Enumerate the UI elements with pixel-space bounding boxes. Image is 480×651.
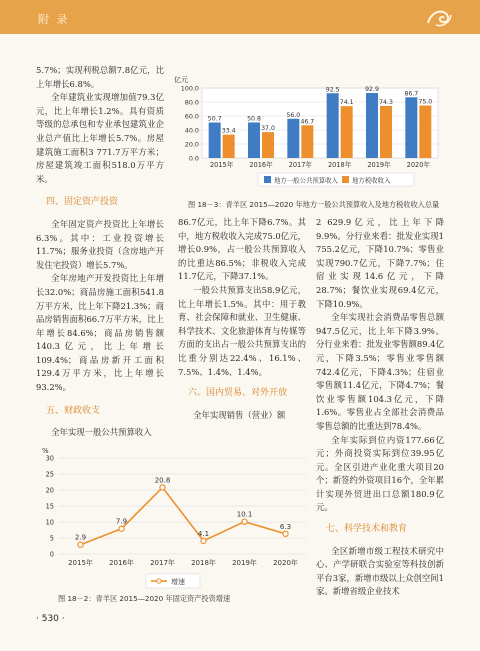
x-tick-label: 2016年	[249, 161, 273, 169]
x-tick-label: 2018年	[191, 559, 216, 567]
bar	[366, 93, 378, 158]
data-label: 75.0	[418, 98, 433, 106]
x-tick-label: 2017年	[288, 161, 313, 169]
column-1-text	[36, 64, 164, 440]
bar	[248, 122, 260, 158]
bar	[405, 97, 417, 158]
paragraph: 全年实际到位内资177.66亿元；外商投资实际到位39.95亿元。全区引进产业化重大项目20个；新签约外资项目16个，全年累计实现外贸进出口总额180.9亿元。	[316, 434, 444, 513]
y-tick-label: 25	[45, 470, 54, 479]
series-line	[81, 487, 286, 544]
legend-label: 地方一般公共预算收入	[274, 176, 338, 185]
x-tick-label: 2015年	[209, 161, 234, 169]
bar	[287, 119, 299, 158]
paragraph: 5.7%；实现利税总额7.8亿元，比上年增长6.8%。	[36, 65, 164, 89]
column-2-text	[178, 216, 306, 422]
paragraph: 86.7亿元，比上年下降6.7%。其中，地方税收收入完成75.0亿元，增长0.9%，占一般公共预算收入的比重达86.5%；非税收入完成11.7亿元，下降37.1%。	[178, 217, 306, 282]
data-label: 50.8	[247, 115, 261, 123]
x-tick-label: 2020年	[273, 559, 298, 567]
paragraph: 全年实现一般公共预算收入	[51, 427, 152, 438]
bar	[262, 132, 274, 158]
data-label: 74.3	[379, 98, 393, 106]
decorative-swirl-icon	[424, 5, 454, 29]
section-heading-7: 七、科学技术和教育	[326, 524, 408, 535]
data-label: 33.4	[221, 127, 236, 135]
legend-swatch	[342, 176, 349, 183]
x-tick-label: 2016年	[109, 559, 134, 567]
fiscal-revenue-bar-chart	[172, 72, 444, 198]
y-tick-label: 20	[45, 486, 54, 495]
page-number: · 530 ·	[36, 614, 65, 624]
data-point	[283, 531, 288, 536]
data-point	[119, 526, 124, 531]
bar	[301, 125, 313, 158]
y-tick-label: 80.0	[184, 98, 199, 107]
data-label: 50.7	[207, 115, 222, 123]
data-label: 6.3	[279, 522, 292, 531]
bar	[223, 135, 235, 158]
figure-caption: 图 18－2：青羊区 2015—2020 年固定资产投资增速	[58, 594, 231, 603]
x-tick-label: 2020年	[406, 161, 431, 169]
data-point	[242, 519, 247, 524]
data-point	[160, 485, 165, 490]
section-tag: 附 录	[38, 13, 70, 26]
legend-label: 增速	[171, 578, 185, 586]
y-tick-label: 20.0	[184, 140, 199, 149]
data-point	[78, 542, 83, 547]
y-tick-label: 0.0	[188, 154, 199, 163]
section-heading-5: 五、财政收支	[46, 405, 101, 416]
bar	[327, 93, 339, 158]
data-label: 37.0	[261, 125, 275, 133]
data-label: 2.9	[74, 533, 87, 542]
legend-marker	[157, 579, 161, 583]
data-label: 10.1	[236, 510, 253, 519]
data-point	[201, 538, 206, 543]
data-label: 56.0	[286, 111, 301, 119]
section-heading-4: 四、固定资产投资	[46, 197, 119, 208]
plot-area	[202, 85, 438, 158]
y-tick-label: 100.0	[180, 84, 199, 93]
bar	[419, 106, 431, 159]
y-tick-label: 5	[49, 534, 54, 543]
data-label: 7.9	[115, 517, 128, 526]
data-label: 46.7	[300, 118, 315, 126]
legend-swatch	[264, 176, 271, 183]
paragraph: 全年建筑业实现增加值79.3亿元，比上年增长1.2%。具有资质等级的总承包和专业承包建筑业企业总产值比上年增长5.7%。房屋建筑施工面积3 771.7万平方米；房屋建筑竣工面积518.0万平方米。	[36, 92, 164, 184]
y-axis-label: 亿元	[174, 76, 188, 84]
legend-label: 地方税收收入	[352, 176, 391, 185]
paragraph: 全年固定资产投资比上年增长6.3%。其中：工业投资增长11.7%；服务业投资（含房地产开发住宅投资）增长5.7%。	[36, 218, 164, 270]
paragraph: 全年实现社会消费品零售总额947.5亿元，比上年下降3.9%。分行业来看：批发业零售额89.4亿元，下降3.5%；零售业零售额742.4亿元，下降4.3%；住宿业零售额11.4亿元，下降4.7%；餐饮业零售额104.3亿元，下降1.6%。零售业占全部社会消费品零售总额的比重达到78.4%。	[316, 312, 444, 431]
data-label: 20.8	[154, 476, 171, 485]
data-label: 4.1	[197, 529, 210, 538]
y-tick-label: 10	[45, 518, 54, 527]
section-heading-6: 六、国内贸易、对外开放	[188, 388, 288, 399]
paragraph: 全区新增市级工程技术研究中心、产学研联合实验室等科技创新平台3家，新增市级以上众创空间1家。新增省级企业技术	[316, 545, 444, 597]
y-tick-label: 40.0	[184, 126, 199, 135]
x-tick-label: 2019年	[367, 161, 391, 169]
y-axis-label: %	[42, 447, 49, 455]
y-tick-label: 30	[45, 454, 54, 463]
paragraph: 2 629.9亿元，比上年下降9.9%。分行业来看：批发业实现1 755.2亿元，下降10.7%；零售业实现790.7亿元，下降7.7%；住宿业实现14.6亿元，下降28.7%；餐饮业实现69.4亿元，下降10.9%。	[316, 217, 444, 309]
x-tick-label: 2018年	[327, 161, 352, 169]
column-3-text	[316, 216, 444, 599]
data-label: 74.1	[339, 99, 354, 107]
y-tick-label: 0	[49, 550, 54, 559]
paragraph: 全年房地产开发投资比上年增长32.0%；商品房施工面积541.8万平方米，比上年下降21.3%；商品房销售面积66.7万平方米，比上年增长84.6%；商品房销售额140.3亿元，比上年增长109.4%；商品房新开工面积129.4万平方米，比上年增长93.2%。	[36, 273, 164, 393]
x-tick-label: 2015年	[68, 559, 93, 567]
data-label: 86.7	[404, 90, 419, 98]
y-tick-label: 60.0	[184, 112, 199, 121]
paragraph: 全年实现销售（营业）额	[193, 409, 286, 420]
paragraph: 一般公共预算支出58.9亿元，比上年增长1.5%。其中：用于教育、社会保障和就业、卫生健康、科学技术、文化旅游体育与传媒等方面的支出占一般公共预算支出的比重分别达22.4%、16.1%、7.5%、1.4%、1.4%。	[178, 284, 306, 377]
bar	[380, 106, 392, 158]
y-tick-label: 15	[45, 502, 54, 511]
data-label: 92.9	[365, 85, 379, 93]
page-header-bar	[0, 0, 480, 34]
bar	[209, 123, 221, 158]
investment-growth-line-chart	[36, 444, 310, 592]
data-label: 92.5	[325, 86, 340, 94]
figure-caption: 图 18－3：青羊区 2015—2020 年地方一般公共预算收入及地方税收收入总量	[188, 200, 440, 209]
bar	[341, 106, 353, 158]
x-tick-label: 2019年	[232, 559, 257, 567]
x-tick-label: 2017年	[150, 559, 175, 567]
